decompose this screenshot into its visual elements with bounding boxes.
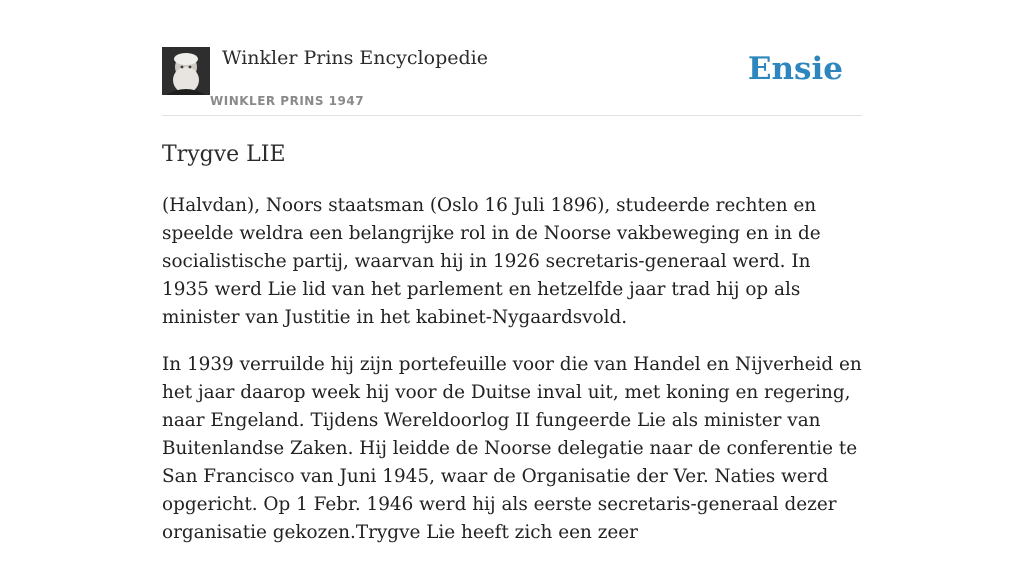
content-container xyxy=(162,0,862,543)
source-title[interactable]: Winkler Prins Encyclopedie xyxy=(222,47,488,69)
source-subtitle: WINKLER PRINS 1947 xyxy=(210,94,365,108)
brand-logo[interactable]: Ensie xyxy=(747,51,843,87)
article-paragraph-1: (Halvdan), Noors staatsman (Oslo 16 Juli 1896), studeerde rechten en speelde weldra een belangrijke rol in de Noorse vakbeweging en in de socialistische partij, waarvan hij in 1926 secretaris-generaal werd. In 1935 werd Lie lid van het parlement en hetzelfde jaar trad hij op als minister van Justitie in het kabinet-Nygaardsvold. xyxy=(162,195,821,328)
article-title: Trygve LIE xyxy=(162,142,286,167)
article-body xyxy=(162,192,862,566)
portrait-avatar-icon[interactable] xyxy=(162,47,210,95)
source-header xyxy=(162,0,862,116)
article-paragraph-2: In 1939 verruilde hij zijn portefeuille voor die van Handel en Nijverheid en het jaar daarop week hij voor de Duitse inval uit, met koning en regering, naar Engeland. Tijdens Wereldoorlog II fungeerde Lie als minister van Buitenlandse Zaken. Hij leidde de Noorse delegatie naar de conferentie te San Francisco van Juni 1945, waar de Organisatie der Ver. Naties werd opgericht. Op 1 Febr. 1946 werd hij als eerste secretaris-generaal dezer organisatie gekozen.Trygve Lie heeft zich een zeer xyxy=(162,354,862,543)
